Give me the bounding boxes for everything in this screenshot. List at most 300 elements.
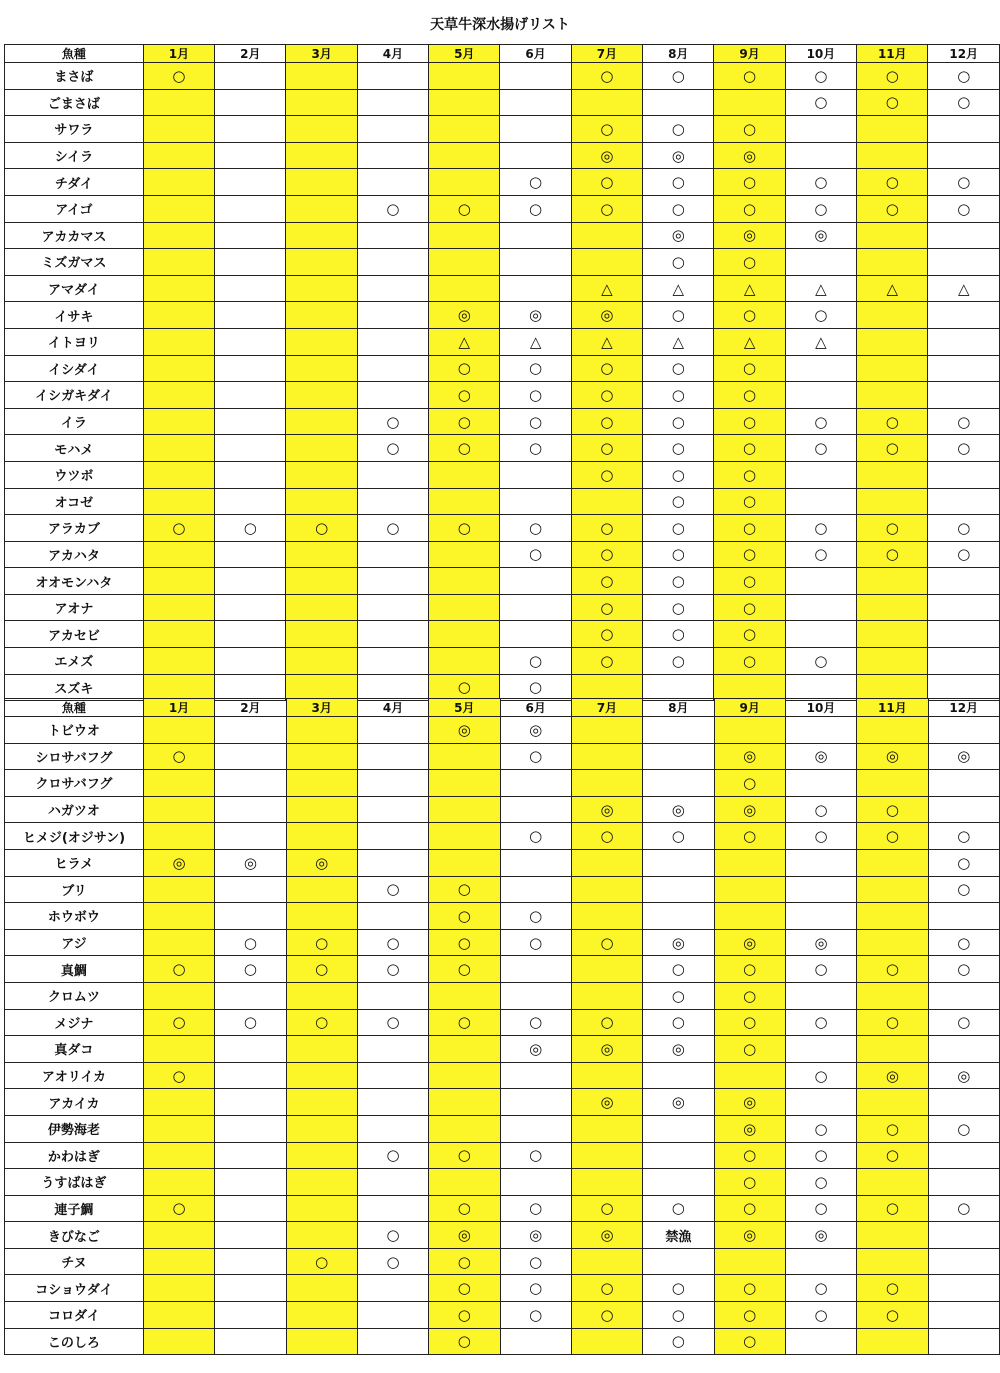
catch-mark-cell — [928, 796, 999, 823]
table-row — [5, 408, 1000, 435]
catch-mark-cell — [143, 929, 214, 956]
catch-mark-cell: ○ — [143, 63, 214, 90]
catch-mark-cell: ○ — [643, 1328, 714, 1355]
catch-mark-cell — [928, 488, 1000, 515]
catch-mark-cell: ○ — [928, 408, 1000, 435]
catch-mark-cell: ○ — [714, 1169, 785, 1196]
catch-mark-cell — [215, 1302, 286, 1329]
catch-mark-cell — [928, 142, 1000, 169]
catch-mark-cell — [857, 249, 928, 276]
catch-mark-cell: ○ — [714, 1302, 785, 1329]
catch-mark-cell: ○ — [785, 169, 856, 196]
catch-mark-cell: ○ — [429, 355, 500, 382]
catch-mark-cell: ○ — [571, 515, 642, 542]
catch-mark-cell: ○ — [500, 903, 571, 930]
catch-mark-cell — [286, 796, 357, 823]
catch-mark-cell — [357, 796, 428, 823]
catch-mark-cell — [357, 743, 428, 770]
catch-mark-cell — [928, 770, 999, 797]
fish-name: アオナ — [5, 594, 144, 621]
catch-mark-cell — [215, 1062, 286, 1089]
catch-mark-cell — [286, 1328, 357, 1355]
catch-mark-cell — [357, 1115, 428, 1142]
table-row — [5, 1009, 1000, 1036]
catch-mark-cell — [429, 275, 500, 302]
catch-mark-cell — [143, 903, 214, 930]
catch-mark-cell: ◎ — [785, 222, 856, 249]
catch-mark-cell — [357, 382, 428, 409]
fish-name: クロムツ — [5, 982, 144, 1009]
catch-mark-cell: ◎ — [928, 1062, 999, 1089]
catch-mark-cell: ○ — [357, 1222, 428, 1249]
catch-mark-cell: ○ — [500, 408, 571, 435]
catch-mark-cell: ○ — [571, 355, 642, 382]
table-row — [5, 116, 1000, 143]
catch-mark-cell: ○ — [714, 956, 785, 983]
catch-mark-cell — [429, 222, 500, 249]
catch-mark-cell — [357, 541, 428, 568]
catch-mark-cell: ○ — [643, 382, 714, 409]
catch-mark-cell — [857, 1089, 928, 1116]
catch-mark-cell: △ — [643, 328, 714, 355]
catch-mark-cell — [286, 355, 357, 382]
catch-mark-cell — [500, 461, 571, 488]
catch-mark-cell — [357, 222, 428, 249]
fish-name: アオリイカ — [5, 1062, 144, 1089]
header-row — [5, 699, 1000, 717]
fish-name: メジナ — [5, 1009, 144, 1036]
catch-mark-cell — [500, 249, 571, 276]
header-fish-label: 魚種 — [5, 699, 144, 717]
table-row — [5, 1302, 1000, 1329]
catch-mark-cell: ○ — [714, 249, 785, 276]
catch-mark-cell: △ — [571, 275, 642, 302]
catch-mark-cell — [143, 621, 214, 648]
catch-mark-cell: ○ — [643, 249, 714, 276]
catch-mark-cell: ○ — [429, 1275, 500, 1302]
catch-mark-cell — [429, 770, 500, 797]
catch-mark-cell — [571, 1328, 642, 1355]
catch-mark-cell — [928, 1089, 999, 1116]
table-row — [5, 717, 1000, 744]
catch-mark-cell — [429, 169, 500, 196]
catch-mark-cell — [429, 142, 500, 169]
catch-mark-cell — [928, 222, 1000, 249]
catch-mark-cell — [143, 435, 214, 462]
catch-mark-cell — [571, 674, 642, 701]
catch-mark-cell — [429, 1089, 500, 1116]
catch-mark-cell — [286, 903, 357, 930]
catch-mark-cell — [215, 89, 286, 116]
catch-table-upper — [4, 44, 1000, 701]
catch-mark-cell — [357, 1169, 428, 1196]
catch-mark-cell — [215, 302, 286, 329]
month-header: 5月 — [429, 45, 500, 63]
catch-mark-cell: ○ — [500, 1142, 571, 1169]
table-row — [5, 956, 1000, 983]
catch-mark-cell — [429, 461, 500, 488]
catch-mark-cell — [714, 849, 785, 876]
catch-mark-cell — [286, 770, 357, 797]
catch-mark-cell — [215, 1115, 286, 1142]
catch-mark-cell — [857, 1036, 928, 1063]
catch-mark-cell — [571, 956, 642, 983]
catch-mark-cell — [143, 1036, 214, 1063]
catch-mark-cell — [286, 674, 357, 701]
catch-mark-cell — [500, 621, 571, 648]
catch-mark-cell — [215, 674, 286, 701]
catch-mark-cell: ○ — [357, 956, 428, 983]
catch-mark-cell — [928, 594, 1000, 621]
catch-mark-cell: △ — [785, 328, 856, 355]
catch-mark-cell — [643, 743, 714, 770]
catch-mark-cell — [286, 594, 357, 621]
catch-mark-cell — [357, 142, 428, 169]
catch-mark-cell: ○ — [571, 541, 642, 568]
catch-mark-cell: ○ — [928, 435, 1000, 462]
catch-mark-cell: ○ — [571, 621, 642, 648]
catch-mark-cell — [143, 302, 214, 329]
catch-mark-cell — [215, 1195, 286, 1222]
fish-name: アカイカ — [5, 1089, 144, 1116]
catch-mark-cell: ○ — [143, 515, 214, 542]
catch-mark-cell — [143, 770, 214, 797]
table-row — [5, 1142, 1000, 1169]
catch-mark-cell — [928, 1142, 999, 1169]
catch-mark-cell — [143, 796, 214, 823]
catch-mark-cell — [143, 1275, 214, 1302]
catch-mark-cell — [785, 1328, 856, 1355]
catch-mark-cell: ○ — [571, 929, 642, 956]
catch-mark-cell: ○ — [429, 435, 500, 462]
month-header: 11月 — [857, 699, 928, 717]
catch-mark-cell: ○ — [643, 823, 714, 850]
catch-mark-cell: ○ — [500, 1009, 571, 1036]
catch-mark-cell — [286, 1195, 357, 1222]
catch-mark-cell — [500, 89, 571, 116]
catch-mark-cell — [571, 770, 642, 797]
catch-mark-cell — [143, 823, 214, 850]
catch-mark-cell — [286, 249, 357, 276]
catch-mark-cell — [215, 488, 286, 515]
table-row — [5, 1169, 1000, 1196]
table-row — [5, 169, 1000, 196]
catch-mark-cell: ○ — [714, 169, 785, 196]
catch-mark-cell — [143, 674, 214, 701]
catch-mark-cell — [785, 1089, 856, 1116]
catch-mark-cell: ○ — [429, 929, 500, 956]
catch-mark-cell: ○ — [215, 1009, 286, 1036]
catch-mark-cell — [215, 222, 286, 249]
catch-mark-cell — [429, 982, 500, 1009]
catch-mark-cell — [143, 488, 214, 515]
catch-mark-cell: ◎ — [785, 1222, 856, 1249]
catch-mark-cell — [286, 648, 357, 675]
catch-mark-cell — [857, 903, 928, 930]
catch-mark-cell — [286, 461, 357, 488]
table-row — [5, 876, 1000, 903]
catch-mark-cell: ◎ — [571, 1089, 642, 1116]
catch-mark-cell: ○ — [928, 541, 1000, 568]
catch-mark-cell: ○ — [357, 1248, 428, 1275]
catch-mark-cell: ○ — [714, 63, 785, 90]
catch-mark-cell — [286, 568, 357, 595]
month-header: 10月 — [785, 45, 856, 63]
catch-mark-cell: ○ — [500, 1248, 571, 1275]
catch-mark-cell — [857, 770, 928, 797]
catch-mark-cell: ○ — [643, 435, 714, 462]
catch-mark-cell — [143, 876, 214, 903]
catch-mark-cell — [500, 1115, 571, 1142]
table-row — [5, 63, 1000, 90]
catch-mark-cell — [286, 382, 357, 409]
catch-mark-cell: ○ — [429, 903, 500, 930]
table-row — [5, 621, 1000, 648]
month-header: 7月 — [571, 45, 642, 63]
fish-name: エメズ — [5, 648, 144, 675]
catch-mark-cell — [215, 1036, 286, 1063]
catch-mark-cell — [215, 770, 286, 797]
catch-mark-cell: ○ — [785, 648, 856, 675]
fish-name: まさば — [5, 63, 144, 90]
catch-mark-cell — [785, 116, 856, 143]
catch-mark-cell — [357, 717, 428, 744]
catch-mark-cell — [357, 249, 428, 276]
table-row — [5, 674, 1000, 701]
catch-mark-cell — [857, 222, 928, 249]
catch-mark-cell — [785, 594, 856, 621]
catch-mark-cell — [143, 568, 214, 595]
table-row — [5, 903, 1000, 930]
catch-mark-cell: ○ — [429, 382, 500, 409]
catch-mark-cell: ○ — [286, 515, 357, 542]
catch-mark-cell: ○ — [429, 956, 500, 983]
catch-mark-cell: ○ — [357, 515, 428, 542]
catch-mark-cell — [143, 328, 214, 355]
catch-mark-cell — [286, 195, 357, 222]
table-row — [5, 488, 1000, 515]
catch-mark-cell — [143, 594, 214, 621]
catch-mark-cell: ○ — [714, 435, 785, 462]
fish-name: イラ — [5, 408, 144, 435]
month-header: 1月 — [143, 45, 214, 63]
catch-mark-cell: ○ — [785, 302, 856, 329]
fish-name: かわはぎ — [5, 1142, 144, 1169]
catch-mark-cell — [429, 568, 500, 595]
catch-mark-cell — [571, 1115, 642, 1142]
fish-name: アジ — [5, 929, 144, 956]
catch-mark-cell: ○ — [643, 63, 714, 90]
catch-mark-cell — [857, 717, 928, 744]
catch-mark-cell: ○ — [429, 876, 500, 903]
catch-mark-cell — [928, 1302, 999, 1329]
catch-mark-cell — [785, 1036, 856, 1063]
catch-mark-cell: ◎ — [857, 743, 928, 770]
catch-mark-cell — [215, 568, 286, 595]
catch-mark-cell — [286, 1302, 357, 1329]
catch-mark-cell — [357, 302, 428, 329]
catch-mark-cell — [215, 249, 286, 276]
catch-mark-cell: ◎ — [286, 849, 357, 876]
catch-mark-cell: ○ — [785, 1169, 856, 1196]
table-row — [5, 249, 1000, 276]
catch-mark-cell — [143, 222, 214, 249]
catch-mark-cell — [928, 1169, 999, 1196]
catch-mark-cell — [215, 982, 286, 1009]
table-row — [5, 1115, 1000, 1142]
header-fish-label: 魚種 — [5, 45, 144, 63]
catch-mark-cell: ○ — [714, 982, 785, 1009]
catch-mark-cell: ○ — [643, 568, 714, 595]
catch-mark-cell — [215, 408, 286, 435]
catch-mark-cell: ○ — [857, 408, 928, 435]
catch-mark-cell — [143, 541, 214, 568]
catch-mark-cell: ○ — [357, 876, 428, 903]
catch-mark-cell — [643, 770, 714, 797]
catch-mark-cell — [714, 903, 785, 930]
catch-mark-cell: ○ — [571, 823, 642, 850]
catch-mark-cell — [500, 142, 571, 169]
catch-mark-cell — [143, 648, 214, 675]
catch-mark-cell — [500, 982, 571, 1009]
catch-mark-cell — [429, 743, 500, 770]
month-header: 7月 — [571, 699, 642, 717]
catch-mark-cell: ○ — [714, 195, 785, 222]
catch-mark-cell — [571, 222, 642, 249]
catch-mark-cell — [714, 717, 785, 744]
fish-name: シロサバフグ — [5, 743, 144, 770]
catch-mark-cell: ○ — [571, 1275, 642, 1302]
catch-mark-cell — [500, 1328, 571, 1355]
catch-mark-cell: ○ — [429, 1328, 500, 1355]
catch-mark-cell — [928, 674, 1000, 701]
catch-mark-cell: ○ — [357, 1142, 428, 1169]
catch-mark-cell — [215, 63, 286, 90]
catch-mark-cell: ○ — [714, 461, 785, 488]
catch-mark-cell — [857, 621, 928, 648]
catch-mark-cell: ○ — [785, 796, 856, 823]
catch-mark-cell — [928, 568, 1000, 595]
catch-mark-cell: ○ — [785, 63, 856, 90]
catch-mark-cell — [857, 849, 928, 876]
catch-mark-cell — [357, 328, 428, 355]
catch-mark-cell: ○ — [643, 982, 714, 1009]
catch-mark-cell: ○ — [928, 1009, 999, 1036]
catch-mark-cell: ○ — [928, 515, 1000, 542]
fish-name: チヌ — [5, 1248, 144, 1275]
catch-mark-cell — [785, 488, 856, 515]
catch-mark-cell — [928, 621, 1000, 648]
catch-mark-cell — [429, 796, 500, 823]
catch-mark-cell — [857, 116, 928, 143]
catch-mark-cell: ○ — [785, 823, 856, 850]
table-row — [5, 849, 1000, 876]
month-header: 6月 — [500, 699, 571, 717]
catch-mark-cell: △ — [429, 328, 500, 355]
catch-mark-cell — [357, 903, 428, 930]
catch-mark-cell — [143, 1302, 214, 1329]
table-row — [5, 796, 1000, 823]
fish-name: イサキ — [5, 302, 144, 329]
catch-mark-cell — [286, 435, 357, 462]
catch-mark-cell — [571, 743, 642, 770]
catch-mark-cell — [143, 1089, 214, 1116]
catch-mark-cell: ◎ — [643, 796, 714, 823]
catch-mark-cell: ○ — [571, 648, 642, 675]
catch-mark-cell: ○ — [643, 355, 714, 382]
catch-mark-cell — [143, 408, 214, 435]
catch-mark-cell — [785, 568, 856, 595]
catch-mark-cell: ◎ — [571, 142, 642, 169]
catch-mark-cell: ◎ — [643, 222, 714, 249]
fish-name: うすばはぎ — [5, 1169, 144, 1196]
catch-mark-cell — [571, 1062, 642, 1089]
catch-mark-cell — [357, 770, 428, 797]
catch-mark-cell — [785, 876, 856, 903]
catch-mark-cell: ○ — [500, 823, 571, 850]
fish-name: アイゴ — [5, 195, 144, 222]
catch-mark-cell — [286, 169, 357, 196]
month-header: 3月 — [286, 45, 357, 63]
catch-mark-cell — [714, 876, 785, 903]
catch-mark-cell: ○ — [429, 1009, 500, 1036]
fish-name: モハメ — [5, 435, 144, 462]
catch-mark-cell: ○ — [857, 796, 928, 823]
catch-mark-cell — [571, 1142, 642, 1169]
catch-mark-cell: ◎ — [643, 1089, 714, 1116]
catch-mark-cell — [143, 717, 214, 744]
catch-mark-cell — [857, 568, 928, 595]
catch-mark-cell: ○ — [286, 956, 357, 983]
catch-mark-cell — [286, 89, 357, 116]
table-row — [5, 1222, 1000, 1249]
catch-mark-cell — [143, 1328, 214, 1355]
catch-mark-cell — [500, 1062, 571, 1089]
catch-mark-cell: ○ — [143, 956, 214, 983]
catch-mark-cell — [857, 328, 928, 355]
catch-mark-cell — [357, 1089, 428, 1116]
catch-mark-cell — [286, 302, 357, 329]
catch-mark-cell — [857, 982, 928, 1009]
catch-mark-cell — [143, 461, 214, 488]
catch-mark-cell — [286, 982, 357, 1009]
catch-mark-cell: ○ — [500, 929, 571, 956]
catch-mark-cell — [928, 1328, 999, 1355]
fish-name: 真鯛 — [5, 956, 144, 983]
catch-mark-cell: ○ — [143, 743, 214, 770]
catch-mark-cell — [286, 1222, 357, 1249]
catch-mark-cell — [857, 461, 928, 488]
catch-mark-cell — [286, 621, 357, 648]
catch-mark-cell — [429, 648, 500, 675]
catch-mark-cell — [357, 823, 428, 850]
catch-mark-cell — [143, 982, 214, 1009]
catch-mark-cell: ○ — [928, 876, 999, 903]
catch-mark-cell: ○ — [857, 1115, 928, 1142]
catch-mark-cell: ○ — [500, 382, 571, 409]
catch-mark-cell — [643, 849, 714, 876]
catch-mark-cell: ○ — [714, 594, 785, 621]
catch-mark-cell: ○ — [571, 408, 642, 435]
catch-mark-cell — [215, 142, 286, 169]
catch-mark-cell: ○ — [571, 1195, 642, 1222]
fish-name: トビウオ — [5, 717, 144, 744]
fish-name: イトヨリ — [5, 328, 144, 355]
catch-mark-cell: ○ — [429, 1248, 500, 1275]
catch-mark-cell: ◎ — [429, 302, 500, 329]
catch-mark-cell: ○ — [785, 541, 856, 568]
catch-mark-cell: ○ — [500, 743, 571, 770]
